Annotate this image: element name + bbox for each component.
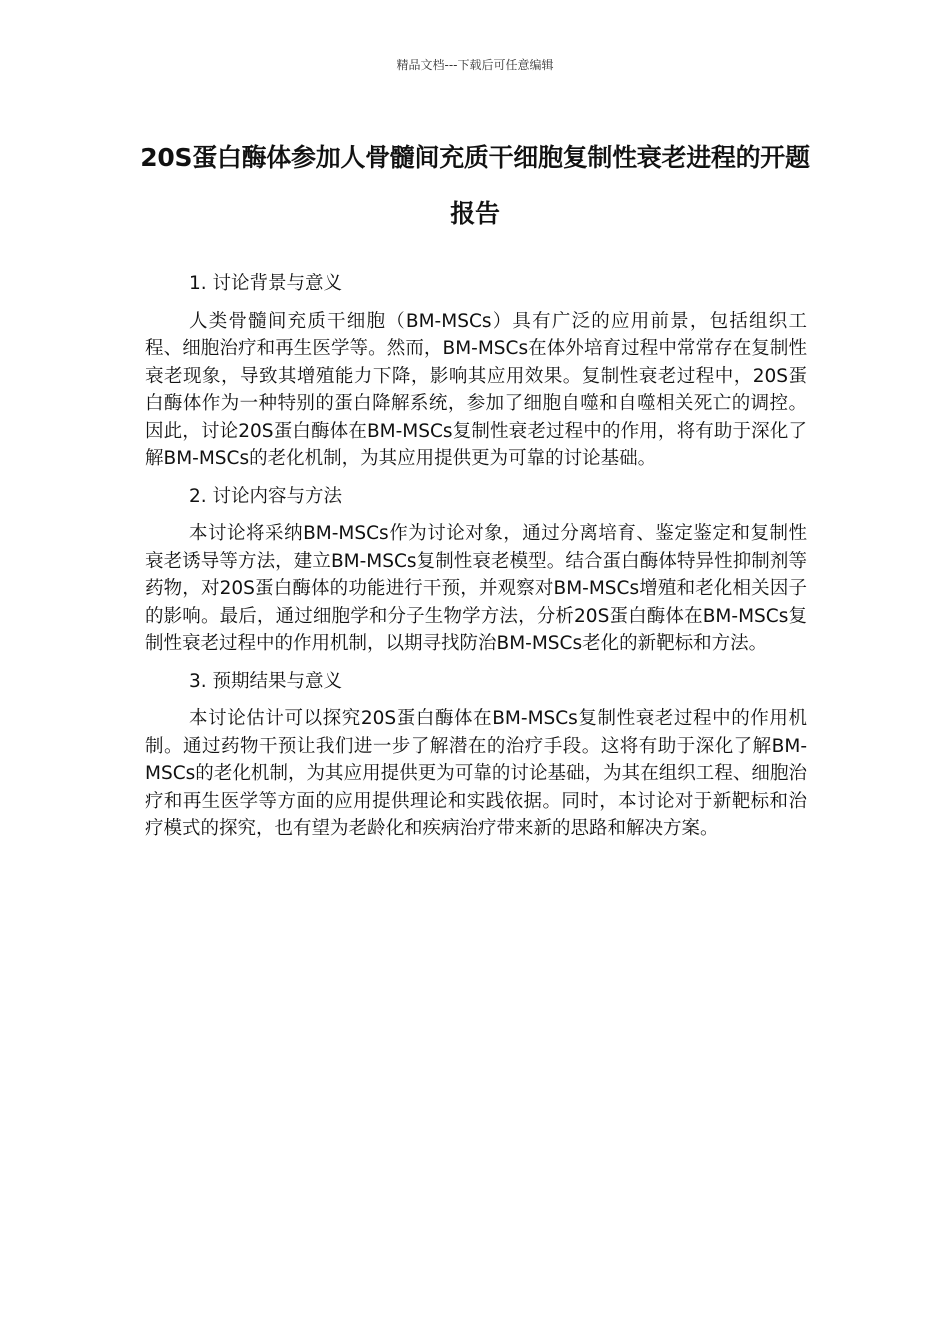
section-paragraph-expected-results: 本讨论估计可以探究20S蛋白酶体在BM-MSCs复制性衰老过程中的作用机制。通过药物干预让我们进一步了解潜在的治疗手段。这将有助于深化了解BM-MSCs的老化机制，为其应用提供更为可靠的讨论基础，为其在组织工程、细胞治疗和再生医学等方面的应用提供理论和实践依据。同时，本讨论对于新靶标和治疗模式的探究，也有望为老龄化和疾病治疗带来新的思路和解决方案。 — [145, 708, 807, 839]
section-heading-expected-results: 3. 预期结果与意义 — [189, 670, 343, 692]
section-heading-background: 1. 讨论背景与意义 — [189, 273, 343, 294]
section-paragraph-methods: 本讨论将采纳BM-MSCs作为讨论对象，通过分离培育、鉴定鉴定和复制性衰老诱导等方法，建立BM-MSCs复制性衰老模型。结合蛋白酶体特异性抑制剂等药物，对20S蛋白酶体的功能进行干预，并观察对BM-MSCs增殖和老化相关因子的影响。最后，通过细胞学和分子生物学方法，分析20S蛋白酶体在BM-MSCs复制性衰老过程中的作用机制，以期寻找防治BM-MSCs老化的新靶标和方法。 — [145, 523, 807, 654]
document-title: 20S蛋白酶体参加人骨髓间充质干细胞复制性衰老进程的开题报告 — [140, 143, 810, 228]
page-header-watermark: 精品文档---下载后可任意编辑 — [396, 58, 554, 72]
section-paragraph-background: 人类骨髓间充质干细胞（BM-MSCs）具有广泛的应用前景，包括组织工程、细胞治疗和再生医学等。然而，BM-MSCs在体外培育过程中常常存在复制性衰老现象，导致其增殖能力下降，影响其应用效果。复制性衰老过程中，20S蛋白酶体作为一种特别的蛋白降解系统，参加了细胞自噬和自噬相关死亡的调控。因此，讨论20S蛋白酶体在BM-MSCs复制性衰老过程中的作用，将有助于深化了解BM-MSCs的老化机制，为其应用提供更为可靠的讨论基础。 — [145, 310, 807, 469]
section-heading-methods: 2. 讨论内容与方法 — [189, 485, 343, 507]
document-body — [145, 270, 807, 853]
